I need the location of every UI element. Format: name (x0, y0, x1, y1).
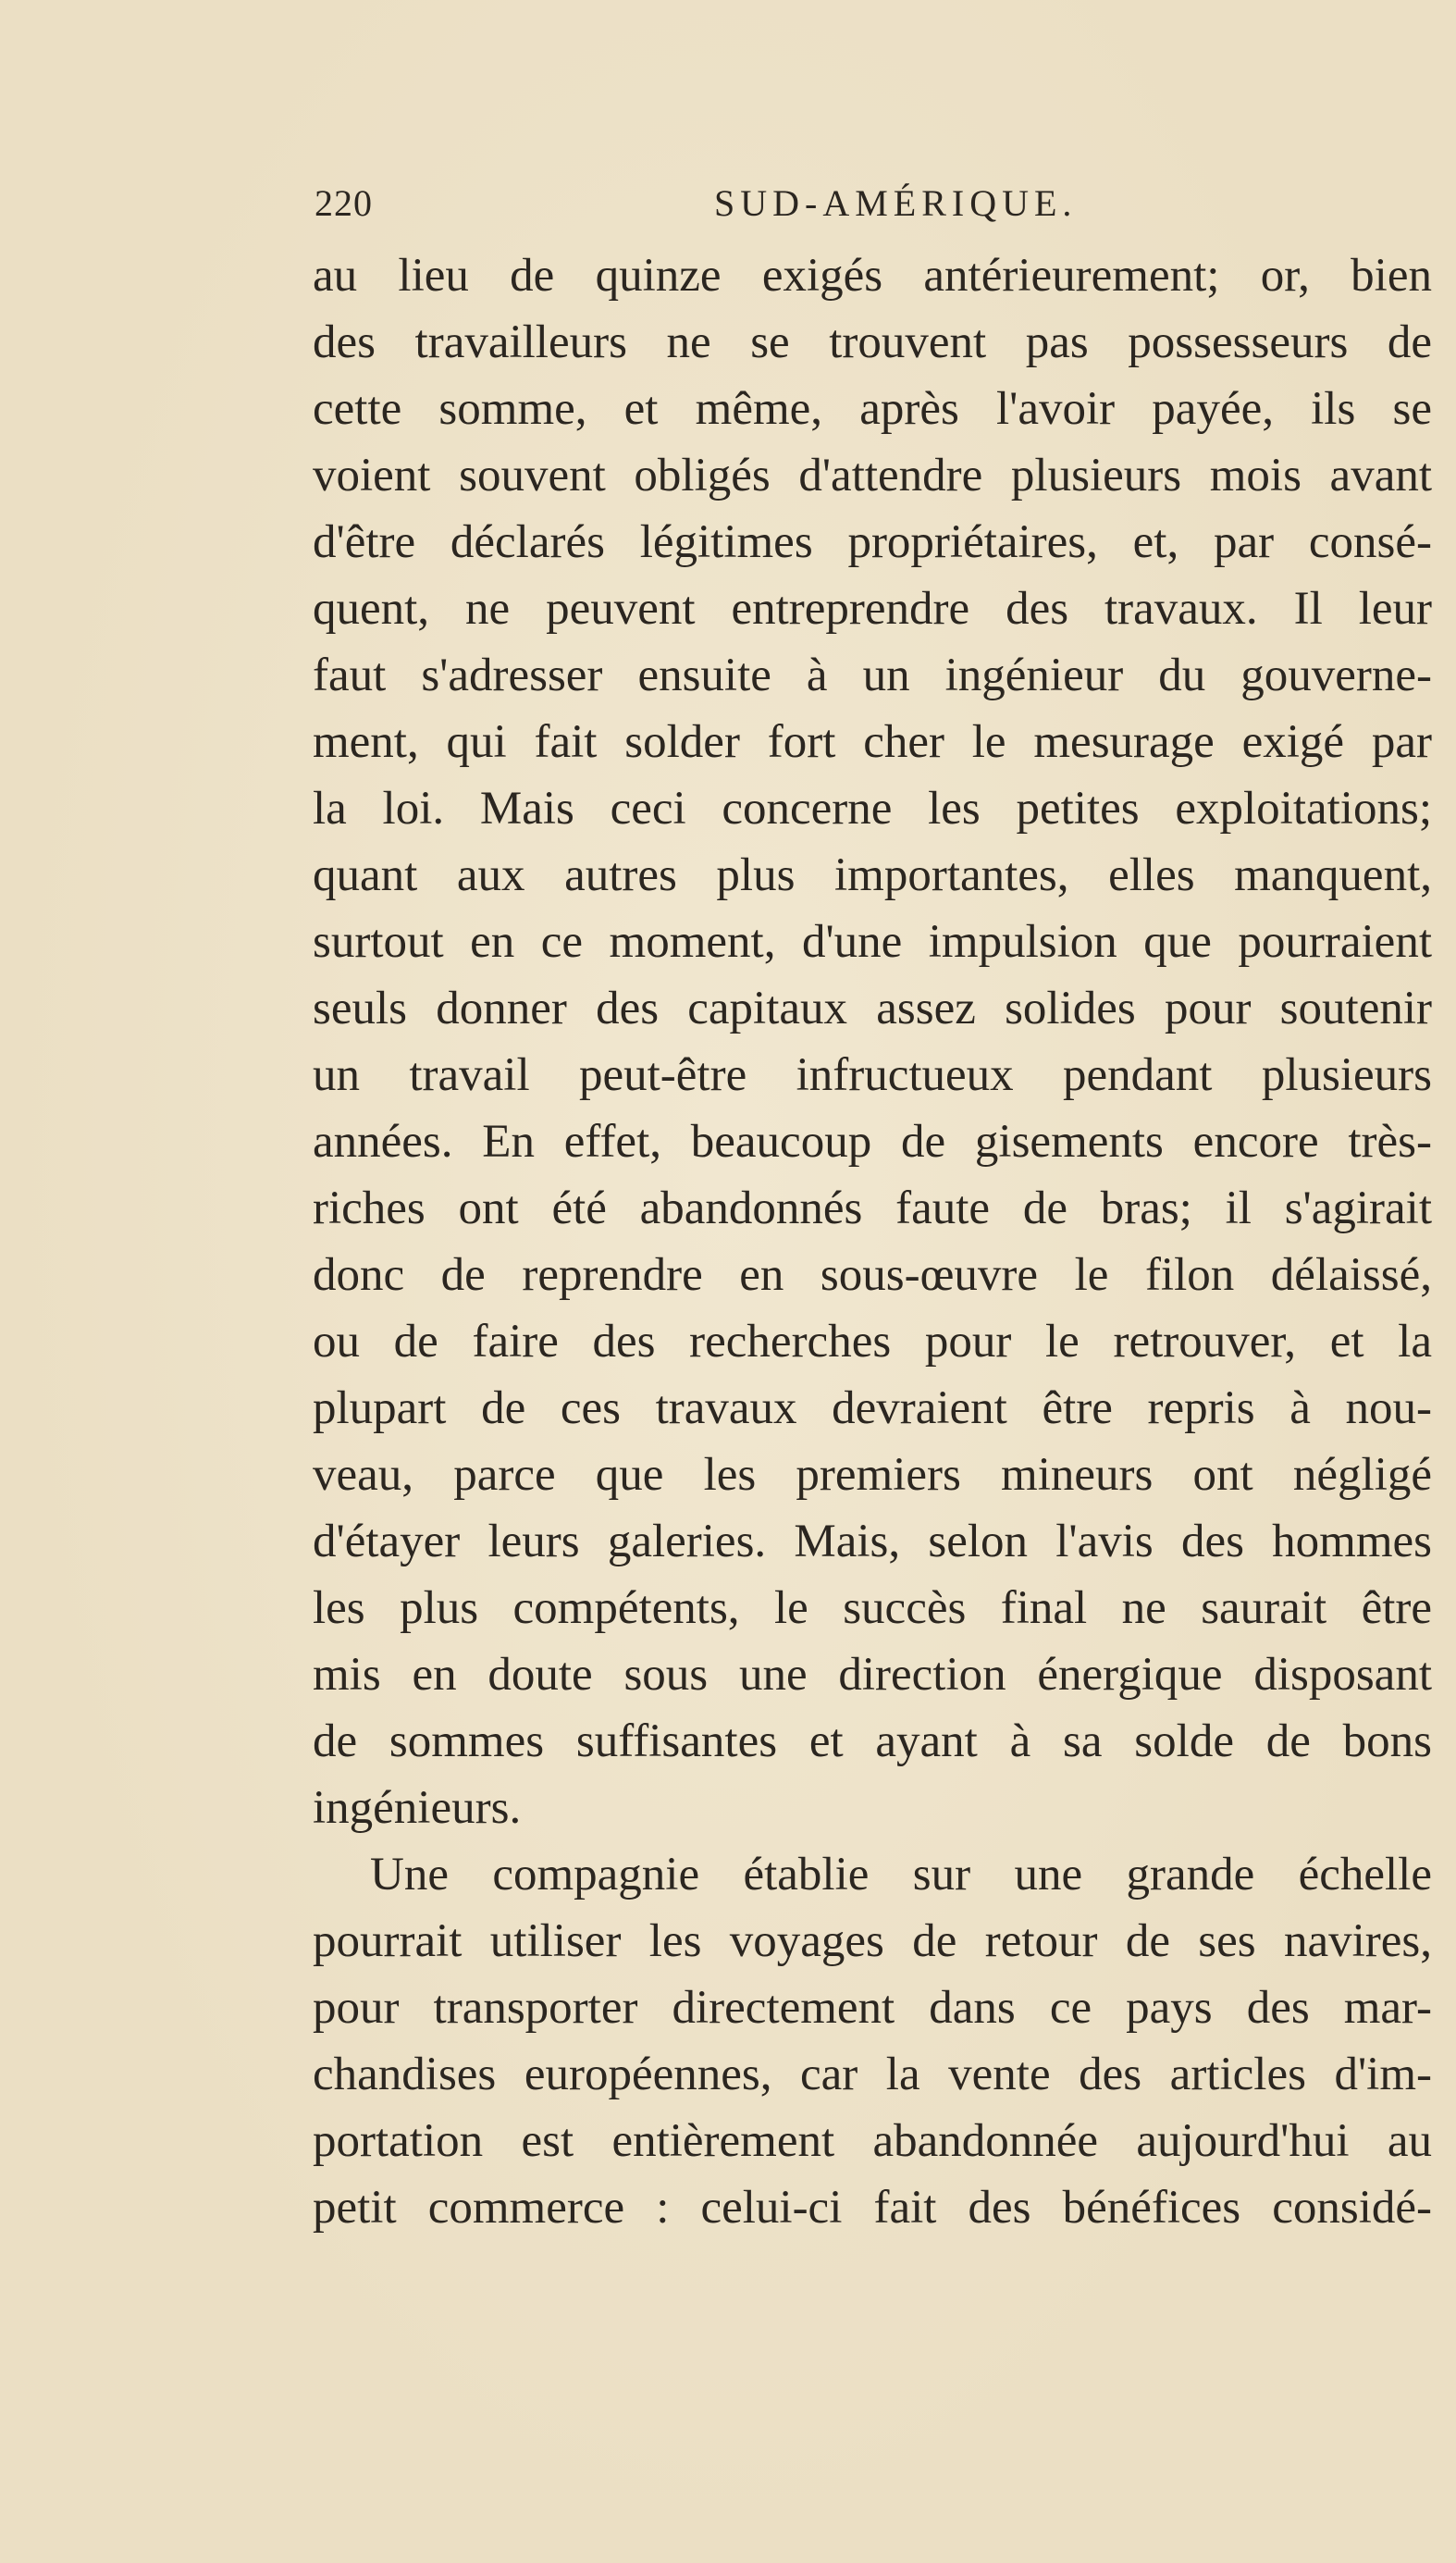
text-line: un travail peut-être infructueux pendant plusieurs (313, 1049, 1432, 1101)
text-line: quent, ne peuvent entreprendre des travaux. Il leur (313, 583, 1432, 635)
text-line: portation est entièrement abandonnée aujourd'hui au (313, 2115, 1432, 2167)
text-line: donc de reprendre en sous-œuvre le filon délaissé, (313, 1249, 1432, 1301)
text-line: au lieu de quinze exigés antérieurement; or, bien (313, 250, 1432, 302)
text-line: quant aux autres plus importantes, elles manquent, (313, 849, 1432, 901)
text-line: d'étayer leurs galeries. Mais, selon l'avis des hommes (313, 1516, 1432, 1567)
text-line: des travailleurs ne se trouvent pas possesseurs de (313, 316, 1432, 368)
paragraph (313, 1841, 1432, 2241)
paragraph (313, 242, 1432, 1841)
text-line: ingénieurs. (313, 1782, 522, 1834)
text-line: Une compagnie établie sur une grande échelle (370, 1849, 1432, 1901)
text-line: riches ont été abandonnés faute de bras; il s'agirait (313, 1182, 1432, 1234)
text-line: de sommes suffisantes et ayant à sa solde de bons (313, 1715, 1432, 1767)
running-header (315, 181, 1432, 228)
body-text (313, 242, 1432, 2241)
text-line: pour transporter directement dans ce pays des mar- (313, 1982, 1432, 2034)
text-line: seuls donner des capitaux assez solides pour soutenir (313, 983, 1432, 1034)
text-line: plupart de ces travaux devraient être repris à nou- (313, 1382, 1432, 1434)
text-line: les plus compétents, le succès final ne saurait être (313, 1582, 1432, 1634)
text-line: surtout en ce moment, d'une impulsion que pourraient (313, 916, 1432, 968)
text-line: faut s'adresser ensuite à un ingénieur du gouverne- (313, 650, 1432, 701)
text-line: voient souvent obligés d'attendre plusieurs mois avant (313, 450, 1432, 501)
text-line: ou de faire des recherches pour le retrouver, et la (313, 1316, 1432, 1368)
text-line: d'être déclarés légitimes propriétaires, et, par consé- (313, 516, 1432, 568)
text-line: pourrait utiliser les voyages de retour de ses navires, (313, 1915, 1432, 1967)
text-line: années. En effet, beaucoup de gisements encore très- (313, 1116, 1432, 1168)
text-line: ment, qui fait solder fort cher le mesurage exigé par (313, 716, 1432, 768)
text-line: chandises européennes, car la vente des articles d'im- (313, 2049, 1432, 2100)
text-line: mis en doute sous une direction énergique disposant (313, 1649, 1432, 1701)
text-line: veau, parce que les premiers mineurs ont négligé (313, 1449, 1432, 1501)
page-number: 220 (315, 182, 373, 224)
text-line: la loi. Mais ceci concerne les petites exploitations; (313, 783, 1432, 835)
running-title: SUD-AMÉRIQUE. (714, 182, 1078, 224)
text-line: petit commerce : celui-ci fait des bénéfices considé- (313, 2182, 1432, 2234)
text-line: cette somme, et même, après l'avoir payée, ils se (313, 383, 1432, 435)
